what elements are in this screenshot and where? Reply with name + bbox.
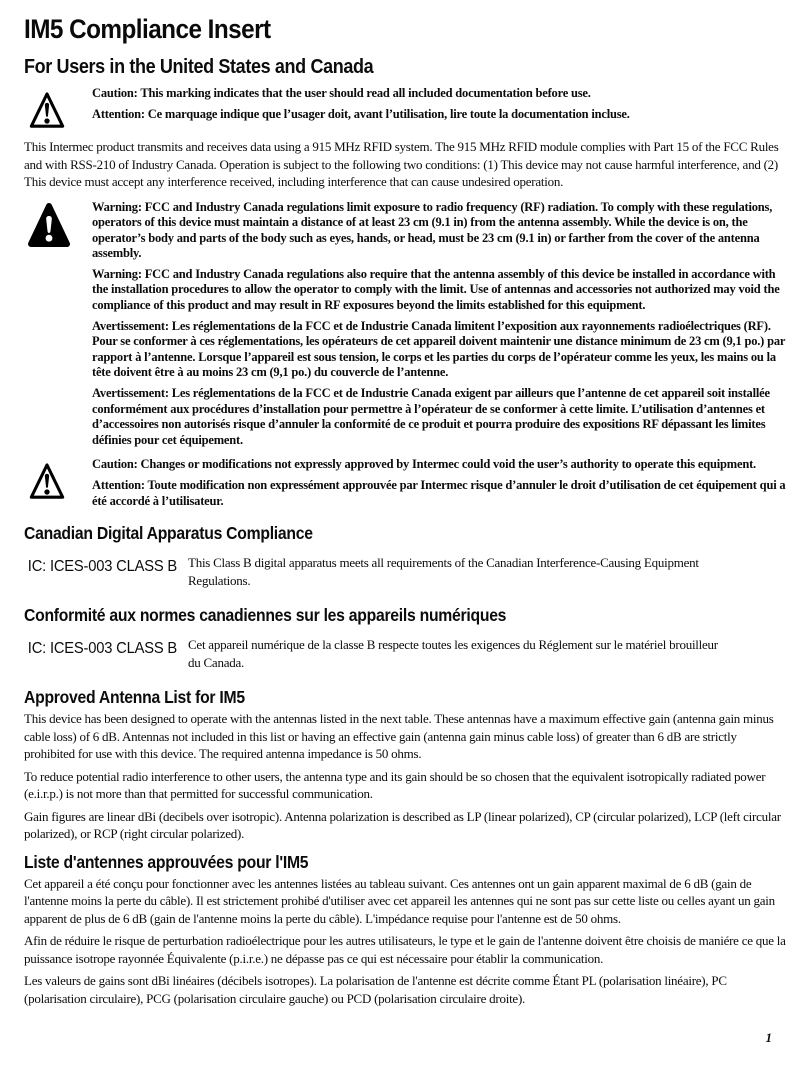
caution-icon-wrapper — [24, 457, 92, 505]
approved-antenna-paragraph-2: To reduce potential radio interference to other users, the antenna type and its gain should be so chosen that the equivalent isotropically radiated power (e.i.r.p.) is not more than that permitted for successful communication. — [24, 768, 766, 802]
ic-class-label: IC: ICES-003 CLASS B — [27, 558, 178, 576]
ic-class-description: Cet appareil numérique de la classe B respecte toutes les exigences du Réglement sur le matériel brouilleur du Canada. — [188, 637, 718, 670]
section-heading-conformite: Conformité aux normes canadiennes sur les appareils numériques — [24, 605, 507, 626]
caution-notice-1 — [24, 86, 788, 134]
page-number: 1 — [765, 1030, 772, 1045]
section-heading-approved-antenna: Approved Antenna List for IM5 — [24, 687, 245, 708]
ic-compliance-row-fr — [24, 636, 788, 676]
liste-antennes-paragraph-2: Afin de réduire le risque de perturbation radioélectrique pour les autres utilisateurs, le type et le gain de l'antenne doivent être choisis de maniére ce que la puissance isotrope rayonnée Équivalente (p.i.r.e.) ne dépasse pas ce qui est nécessaire pour établir la communication. — [24, 933, 786, 966]
caution-icon-wrapper — [24, 86, 92, 134]
caution-notice-1-text — [92, 86, 788, 127]
caution-triangle-outline-icon — [28, 88, 66, 134]
approved-antenna-paragraph-1: This device has been designed to operate with the antennas listed in the next table. These antennas have a maximum effective gain (antenna gain minus cable loss) of 6 dB. Antennas not included in this list or having an effective gain (antenna gain minus cable loss) of greater than 6 dB are strictly prohibited for use with this device. The required antenna impedance is 50 ohms. — [24, 711, 774, 762]
avertissement-text-fr-1: Avertissement: Les réglementations de la FCC et de Industrie Canada limitent l’exposition aux rayonnements radioélectriques (RF). Pour se conformer à ces réglementations, les opérateurs de cet appareil doivent maintenir une distance minimum de 23 cm (9,1 po.) par rapport à l’antenne. Lorsque l’appareil est sous tension, le corps et les parties du corps de l’opérateur comme les yeux, les mains ou la tête doivent être à au moins 23 cm (9,1 po.) du couvercle de l’antenne. — [92, 318, 785, 380]
liste-antennes-paragraph-1: Cet appareil a été conçu pour fonctionner avec les antennes listées au tableau suivant. Ces antennes ont un gain apparent maximal de 6 dB (gain de l'antenne moins la perte du câble). Il est strictement prohibé d'utiliser avec cet appareil les antennes qui ne sont pas sur cette liste ou celles ayant un gain apparent de plus de 6 dB (gain de l'antenne moins la perte du câble). L'impédance requise pour l'antenne est de 50 ohms. — [24, 875, 775, 926]
section-heading-liste-antennes: Liste d'antennes approuvées pour l'IM5 — [24, 851, 309, 872]
caution-notice-2 — [24, 457, 788, 514]
warning-notice-text — [92, 200, 788, 454]
caution-triangle-outline-icon — [28, 459, 66, 505]
approved-antenna-paragraph-3: Gain figures are linear dBi (decibels over isotropic). Antenna polarization is described as LP (linear polarized), CP (circular polarized), LCP (left circular polarized), or RCP (right circular polarized). — [24, 808, 781, 842]
intro-paragraph: This Intermec product transmits and receives data using a 915 MHz RFID system. The 915 MHz RFID module complies with Part 15 of the FCC Rules and with RSS-210 of Industry Canada. Operation is subject to the following two conditions: (1) This device may not cause harmful interference, and (2) This device must accept any interference received, including interference that can cause undesired operation. — [24, 139, 779, 189]
caution-notice-2-text — [92, 457, 788, 514]
warning-icon-wrapper — [24, 200, 92, 252]
attention-text-fr: Attention: Toute modification non expressément approuvée par Intermec risque d’annuler le droit d’utilisation de cet équipement qui a été accordé à l’utilisateur. — [92, 478, 786, 508]
caution-text-en: Caution: Changes or modifications not expressly approved by Intermec could void the user’s authority to operate this equipment. — [92, 457, 756, 472]
liste-antennes-paragraph-3: Les valeurs de gains sont dBi linéaires (décibels isotropes). La polarisation de l'antenne est décrite comme Étant PL (polarisation linéaire), PC (polarisation circulaire), PCG (polarisation circulaire gauche) ou PCD (polarisation circulaire droite). — [24, 973, 727, 1006]
ic-class-label: IC: ICES-003 CLASS B — [27, 640, 178, 658]
ic-compliance-row-en — [24, 554, 788, 594]
page-title: IM5 Compliance Insert — [24, 14, 271, 44]
caution-text-en: Caution: This marking indicates that the user should read all included documentation before use. — [92, 86, 591, 100]
section-heading-canadian-compliance: Canadian Digital Apparatus Compliance — [24, 523, 313, 544]
warning-triangle-solid-icon — [28, 202, 70, 252]
warning-text-en-1: Warning: FCC and Industry Canada regulations limit exposure to radio frequency (RF) radiation. To comply with these regulations, operators of this device must maintain a distance of at least 23 cm (9.1 in) from the antenna assembly. While the device is on, the operator’s body and parts of the body such as eyes, hands, or head, must be 23 cm (9.1 in) or farther from the cover of the antenna assembly. — [92, 199, 773, 261]
section-heading-us-canada: For Users in the United States and Canada — [24, 56, 374, 78]
avertissement-text-fr-2: Avertissement: Les réglementations de la FCC et de Industrie Canada exigent par ailleurs que l’antenne de cet appareil soit installée conformément aux procédures d’installation pour permettre à l’opérateur de se conformer à cette limite. L’utilisation d’antennes et d’accessoires non autorisés risque d’annuler la conformité de ce produit et pourra produire des expositions RF dépassant les limites définies pour cet équipement. — [92, 386, 770, 447]
ic-class-description: This Class B digital apparatus meets all requirements of the Canadian Interference-Causing Equipment Regulations. — [188, 555, 699, 588]
attention-text-fr: Attention: Ce marquage indique que l’usager doit, avant l’utilisation, lire toute la documentation incluse. — [92, 106, 630, 121]
warning-text-en-2: Warning: FCC and Industry Canada regulations also require that the antenna assembly of this device be installed in accordance with the installation procedures to allow the operator to comply with the limit. Use of antennas and accessories not authorized may void the compliance of this product and may result in RF exposures beyond the limits established for this equipment. — [92, 266, 780, 313]
warning-notice — [24, 200, 788, 454]
